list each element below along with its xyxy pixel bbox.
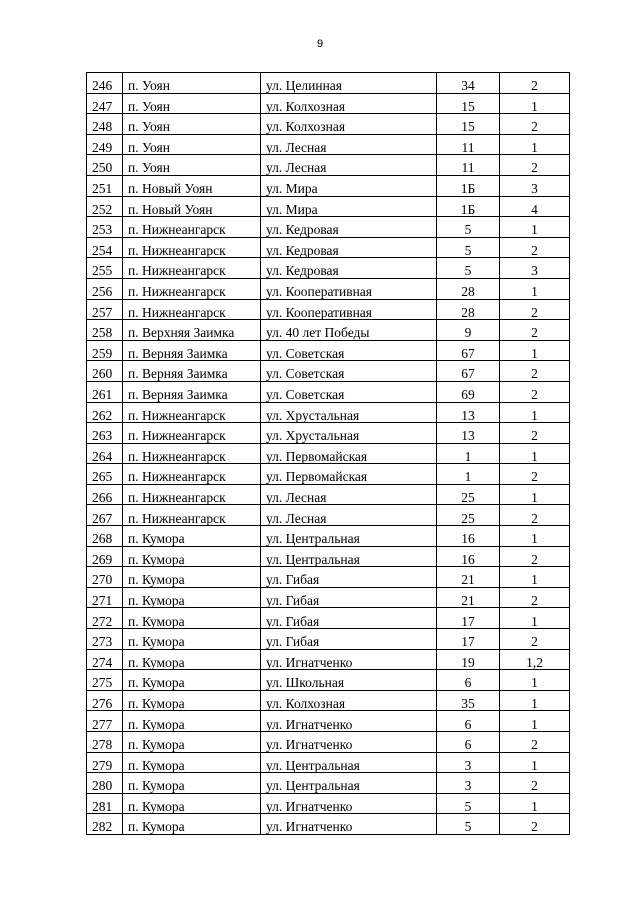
table-row [87, 814, 570, 835]
row-number-cell: 273 [87, 629, 123, 650]
row-number-cell: 260 [87, 361, 123, 382]
row-number-cell: 270 [87, 567, 123, 588]
house-number-cell: 1 [437, 464, 500, 485]
apartment-number-cell: 2 [500, 155, 570, 176]
house-number-cell: 3 [437, 752, 500, 773]
apartment-number-cell: 1 [500, 93, 570, 114]
locality-cell: п. Кумора [123, 690, 261, 711]
street-cell: ул. Гибая [261, 608, 437, 629]
row-number-cell: 268 [87, 526, 123, 547]
row-number-cell: 272 [87, 608, 123, 629]
table-row [87, 381, 570, 402]
apartment-number-cell: 1 [500, 484, 570, 505]
apartment-number-cell: 3 [500, 258, 570, 279]
street-cell: ул. Кооперативная [261, 299, 437, 320]
house-number-cell: 16 [437, 546, 500, 567]
house-number-cell: 6 [437, 670, 500, 691]
locality-cell: п. Верхняя Заимка [123, 320, 261, 341]
street-cell: ул. Колхозная [261, 93, 437, 114]
locality-cell: п. Нижнеангарск [123, 237, 261, 258]
apartment-number-cell: 1 [500, 443, 570, 464]
street-cell: ул. Центральная [261, 526, 437, 547]
street-cell: ул. Игнатченко [261, 711, 437, 732]
apartment-number-cell: 2 [500, 423, 570, 444]
table-row [87, 134, 570, 155]
street-cell: ул. Хрустальная [261, 423, 437, 444]
locality-cell: п. Кумора [123, 629, 261, 650]
table-row [87, 237, 570, 258]
street-cell: ул. Советская [261, 381, 437, 402]
street-cell: ул. Кедровая [261, 237, 437, 258]
house-number-cell: 5 [437, 258, 500, 279]
street-cell: ул. Игнатченко [261, 732, 437, 753]
locality-cell: п. Кумора [123, 670, 261, 691]
apartment-number-cell: 2 [500, 237, 570, 258]
row-number-cell: 280 [87, 773, 123, 794]
address-table-body [87, 73, 570, 835]
table-row [87, 670, 570, 691]
locality-cell: п. Нижнеангарск [123, 217, 261, 238]
street-cell: ул. Игнатченко [261, 814, 437, 835]
row-number-cell: 255 [87, 258, 123, 279]
apartment-number-cell: 2 [500, 814, 570, 835]
apartment-number-cell: 2 [500, 732, 570, 753]
street-cell: ул. Гибая [261, 629, 437, 650]
row-number-cell: 263 [87, 423, 123, 444]
apartment-number-cell: 2 [500, 73, 570, 94]
row-number-cell: 259 [87, 340, 123, 361]
apartment-number-cell: 1 [500, 402, 570, 423]
house-number-cell: 17 [437, 629, 500, 650]
table-row [87, 278, 570, 299]
street-cell: ул. 40 лет Победы [261, 320, 437, 341]
row-number-cell: 269 [87, 546, 123, 567]
locality-cell: п. Кумора [123, 526, 261, 547]
apartment-number-cell: 2 [500, 320, 570, 341]
house-number-cell: 15 [437, 93, 500, 114]
locality-cell: п. Кумора [123, 732, 261, 753]
row-number-cell: 250 [87, 155, 123, 176]
table-row [87, 567, 570, 588]
locality-cell: п. Кумора [123, 587, 261, 608]
row-number-cell: 277 [87, 711, 123, 732]
house-number-cell: 67 [437, 361, 500, 382]
row-number-cell: 281 [87, 793, 123, 814]
street-cell: ул. Советская [261, 340, 437, 361]
locality-cell: п. Нижнеангарск [123, 278, 261, 299]
row-number-cell: 246 [87, 73, 123, 94]
row-number-cell: 248 [87, 114, 123, 135]
street-cell: ул. Колхозная [261, 114, 437, 135]
house-number-cell: 3 [437, 773, 500, 794]
page-number: 9 [316, 38, 324, 50]
apartment-number-cell: 2 [500, 546, 570, 567]
house-number-cell: 25 [437, 484, 500, 505]
locality-cell: п. Новый Уоян [123, 196, 261, 217]
table-row [87, 93, 570, 114]
table-row [87, 649, 570, 670]
street-cell: ул. Гибая [261, 587, 437, 608]
table-row [87, 752, 570, 773]
row-number-cell: 271 [87, 587, 123, 608]
row-number-cell: 258 [87, 320, 123, 341]
table-row [87, 526, 570, 547]
apartment-number-cell: 1 [500, 217, 570, 238]
house-number-cell: 69 [437, 381, 500, 402]
table-row [87, 711, 570, 732]
street-cell: ул. Мира [261, 196, 437, 217]
apartment-number-cell: 1 [500, 793, 570, 814]
apartment-number-cell: 2 [500, 587, 570, 608]
house-number-cell: 5 [437, 814, 500, 835]
locality-cell: п. Уоян [123, 155, 261, 176]
house-number-cell: 13 [437, 402, 500, 423]
row-number-cell: 275 [87, 670, 123, 691]
row-number-cell: 279 [87, 752, 123, 773]
apartment-number-cell: 1 [500, 567, 570, 588]
house-number-cell: 5 [437, 793, 500, 814]
table-row [87, 73, 570, 94]
row-number-cell: 251 [87, 175, 123, 196]
table-row [87, 320, 570, 341]
table-row [87, 217, 570, 238]
locality-cell: п. Верняя Заимка [123, 361, 261, 382]
table-row [87, 587, 570, 608]
row-number-cell: 265 [87, 464, 123, 485]
row-number-cell: 264 [87, 443, 123, 464]
table-row [87, 299, 570, 320]
house-number-cell: 34 [437, 73, 500, 94]
street-cell: ул. Лесная [261, 505, 437, 526]
street-cell: ул. Лесная [261, 155, 437, 176]
table-row [87, 196, 570, 217]
locality-cell: п. Уоян [123, 93, 261, 114]
house-number-cell: 5 [437, 237, 500, 258]
street-cell: ул. Кооперативная [261, 278, 437, 299]
house-number-cell: 19 [437, 649, 500, 670]
street-cell: ул. Игнатченко [261, 793, 437, 814]
street-cell: ул. Школьная [261, 670, 437, 691]
street-cell: ул. Хрустальная [261, 402, 437, 423]
table-row [87, 629, 570, 650]
apartment-number-cell: 2 [500, 361, 570, 382]
apartment-number-cell: 1 [500, 670, 570, 691]
row-number-cell: 266 [87, 484, 123, 505]
table-row [87, 114, 570, 135]
locality-cell: п. Нижнеангарск [123, 443, 261, 464]
house-number-cell: 6 [437, 732, 500, 753]
table-row [87, 464, 570, 485]
street-cell: ул. Советская [261, 361, 437, 382]
street-cell: ул. Центральная [261, 752, 437, 773]
table-row [87, 258, 570, 279]
street-cell: ул. Первомайская [261, 464, 437, 485]
locality-cell: п. Нижнеангарск [123, 258, 261, 279]
row-number-cell: 261 [87, 381, 123, 402]
table-row [87, 423, 570, 444]
locality-cell: п. Кумора [123, 793, 261, 814]
house-number-cell: 9 [437, 320, 500, 341]
apartment-number-cell: 3 [500, 175, 570, 196]
street-cell: ул. Центральная [261, 546, 437, 567]
address-table [86, 72, 570, 835]
locality-cell: п. Уоян [123, 114, 261, 135]
row-number-cell: 257 [87, 299, 123, 320]
table-row [87, 155, 570, 176]
table-row [87, 608, 570, 629]
street-cell: ул. Игнатченко [261, 649, 437, 670]
locality-cell: п. Верняя Заимка [123, 381, 261, 402]
street-cell: ул. Центральная [261, 773, 437, 794]
table-row [87, 690, 570, 711]
house-number-cell: 21 [437, 587, 500, 608]
row-number-cell: 267 [87, 505, 123, 526]
locality-cell: п. Верняя Заимка [123, 340, 261, 361]
table-row [87, 402, 570, 423]
locality-cell: п. Нижнеангарск [123, 423, 261, 444]
apartment-number-cell: 4 [500, 196, 570, 217]
apartment-number-cell: 1 [500, 711, 570, 732]
street-cell: ул. Целинная [261, 73, 437, 94]
house-number-cell: 15 [437, 114, 500, 135]
house-number-cell: 6 [437, 711, 500, 732]
apartment-number-cell: 2 [500, 114, 570, 135]
table-row [87, 340, 570, 361]
apartment-number-cell: 1 [500, 690, 570, 711]
locality-cell: п. Кумора [123, 608, 261, 629]
apartment-number-cell: 2 [500, 381, 570, 402]
locality-cell: п. Нижнеангарск [123, 464, 261, 485]
house-number-cell: 16 [437, 526, 500, 547]
table-row [87, 443, 570, 464]
street-cell: ул. Лесная [261, 134, 437, 155]
house-number-cell: 25 [437, 505, 500, 526]
table-row [87, 484, 570, 505]
row-number-cell: 247 [87, 93, 123, 114]
apartment-number-cell: 2 [500, 464, 570, 485]
locality-cell: п. Кумора [123, 752, 261, 773]
house-number-cell: 67 [437, 340, 500, 361]
locality-cell: п. Кумора [123, 711, 261, 732]
house-number-cell: 13 [437, 423, 500, 444]
apartment-number-cell: 1 [500, 608, 570, 629]
row-number-cell: 249 [87, 134, 123, 155]
street-cell: ул. Кедровая [261, 217, 437, 238]
house-number-cell: 1Б [437, 196, 500, 217]
table-row [87, 546, 570, 567]
house-number-cell: 5 [437, 217, 500, 238]
house-number-cell: 28 [437, 278, 500, 299]
locality-cell: п. Кумора [123, 546, 261, 567]
table-row [87, 732, 570, 753]
locality-cell: п. Кумора [123, 814, 261, 835]
row-number-cell: 278 [87, 732, 123, 753]
street-cell: ул. Лесная [261, 484, 437, 505]
locality-cell: п. Нижнеангарск [123, 299, 261, 320]
row-number-cell: 254 [87, 237, 123, 258]
row-number-cell: 256 [87, 278, 123, 299]
street-cell: ул. Первомайская [261, 443, 437, 464]
locality-cell: п. Кумора [123, 649, 261, 670]
apartment-number-cell: 1 [500, 278, 570, 299]
locality-cell: п. Уоян [123, 73, 261, 94]
house-number-cell: 1 [437, 443, 500, 464]
row-number-cell: 253 [87, 217, 123, 238]
locality-cell: п. Нижнеангарск [123, 505, 261, 526]
house-number-cell: 11 [437, 134, 500, 155]
row-number-cell: 262 [87, 402, 123, 423]
apartment-number-cell: 1,2 [500, 649, 570, 670]
street-cell: ул. Кедровая [261, 258, 437, 279]
apartment-number-cell: 2 [500, 505, 570, 526]
table-row [87, 505, 570, 526]
house-number-cell: 1Б [437, 175, 500, 196]
street-cell: ул. Гибая [261, 567, 437, 588]
apartment-number-cell: 2 [500, 773, 570, 794]
row-number-cell: 274 [87, 649, 123, 670]
row-number-cell: 252 [87, 196, 123, 217]
row-number-cell: 276 [87, 690, 123, 711]
locality-cell: п. Новый Уоян [123, 175, 261, 196]
locality-cell: п. Уоян [123, 134, 261, 155]
apartment-number-cell: 1 [500, 752, 570, 773]
apartment-number-cell: 1 [500, 340, 570, 361]
row-number-cell: 282 [87, 814, 123, 835]
apartment-number-cell: 1 [500, 526, 570, 547]
house-number-cell: 11 [437, 155, 500, 176]
locality-cell: п. Нижнеангарск [123, 402, 261, 423]
table-row [87, 361, 570, 382]
table-row [87, 175, 570, 196]
house-number-cell: 21 [437, 567, 500, 588]
apartment-number-cell: 1 [500, 134, 570, 155]
locality-cell: п. Кумора [123, 567, 261, 588]
apartment-number-cell: 2 [500, 299, 570, 320]
house-number-cell: 35 [437, 690, 500, 711]
table-row [87, 773, 570, 794]
locality-cell: п. Кумора [123, 773, 261, 794]
street-cell: ул. Мира [261, 175, 437, 196]
house-number-cell: 17 [437, 608, 500, 629]
apartment-number-cell: 2 [500, 629, 570, 650]
street-cell: ул. Колхозная [261, 690, 437, 711]
table-row [87, 793, 570, 814]
locality-cell: п. Нижнеангарск [123, 484, 261, 505]
house-number-cell: 28 [437, 299, 500, 320]
